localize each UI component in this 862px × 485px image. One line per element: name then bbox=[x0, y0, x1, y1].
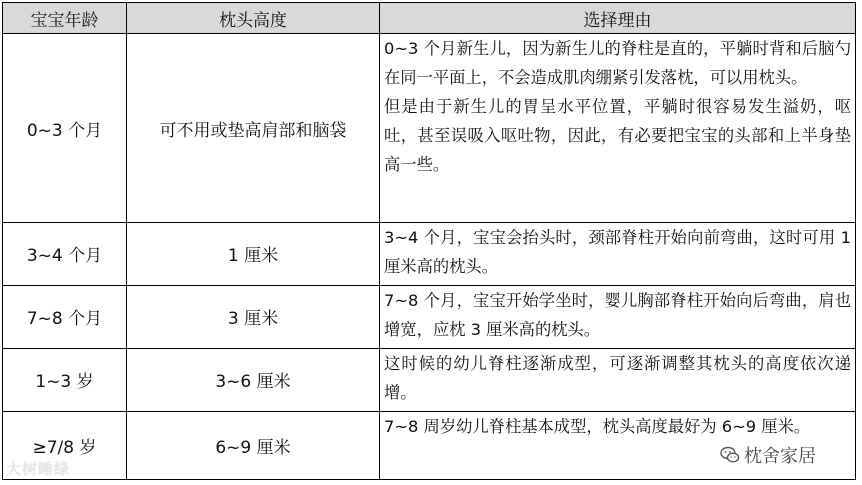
header-height: 枕头高度 bbox=[127, 3, 380, 34]
age-cell: 1~3 岁 bbox=[3, 348, 127, 411]
height-cell: 可不用或垫高肩部和脑袋 bbox=[127, 34, 380, 223]
watermark-right-text: 枕舍家居 bbox=[744, 446, 816, 467]
wechat-icon bbox=[720, 445, 740, 465]
pillow-height-table bbox=[2, 2, 856, 480]
age-cell: 7~8 个月 bbox=[3, 285, 127, 348]
watermark-left: 大树睡绿 bbox=[6, 460, 71, 478]
reason-cell bbox=[380, 34, 856, 223]
height-cell: 6~9 厘米 bbox=[127, 411, 380, 479]
age-cell: 3~4 个月 bbox=[3, 223, 127, 285]
age-cell: 0~3 个月 bbox=[3, 34, 127, 223]
reason-text: 3~4 个月，宝宝会抬头时，颈部脊柱开始向前弯曲，这时可用 1 厘米高的枕头。 bbox=[384, 228, 851, 277]
reason-text: 0~3 个月新生儿，因为新生儿的脊柱是直的，平躺时背和后脑勺在同一平面上，不会造成肌肉绷紧引发落枕，可以用枕头。 bbox=[384, 39, 851, 87]
height-cell: 1 厘米 bbox=[127, 223, 380, 285]
age-cell: ≥7/8 岁 bbox=[3, 411, 127, 479]
table-row bbox=[3, 34, 856, 223]
reason-text: 7~8 个月，宝宝开始学坐时，婴儿胸部脊柱开始向后弯曲，肩也增宽，应枕 3 厘米高的枕头。 bbox=[384, 290, 851, 339]
reason-cell bbox=[380, 223, 856, 285]
reason-cell bbox=[380, 348, 856, 411]
reason-text: 这时候的幼儿脊柱逐渐成型，可逐渐调整其枕头的高度依次递增。 bbox=[384, 353, 851, 402]
header-age: 宝宝年龄 bbox=[3, 3, 127, 34]
reason-cell bbox=[380, 285, 856, 348]
reason-text: 7~8 周岁幼儿脊柱基本成型，枕头高度最好为 6~9 厘米。 bbox=[384, 416, 811, 436]
reason-text: 但是由于新生儿的胃呈水平位置，平躺时很容易发生溢奶，呕吐，甚至误吸入呕吐物，因此，有必要把宝宝的头部和上半身垫高一些。 bbox=[384, 97, 851, 174]
table-row bbox=[3, 348, 856, 411]
table-row bbox=[3, 223, 856, 285]
header-reason: 选择理由 bbox=[380, 3, 856, 34]
height-cell: 3~6 厘米 bbox=[127, 348, 380, 411]
height-cell: 3 厘米 bbox=[127, 285, 380, 348]
watermark-right bbox=[716, 440, 820, 470]
table-header-row bbox=[3, 3, 856, 34]
table-row bbox=[3, 285, 856, 348]
